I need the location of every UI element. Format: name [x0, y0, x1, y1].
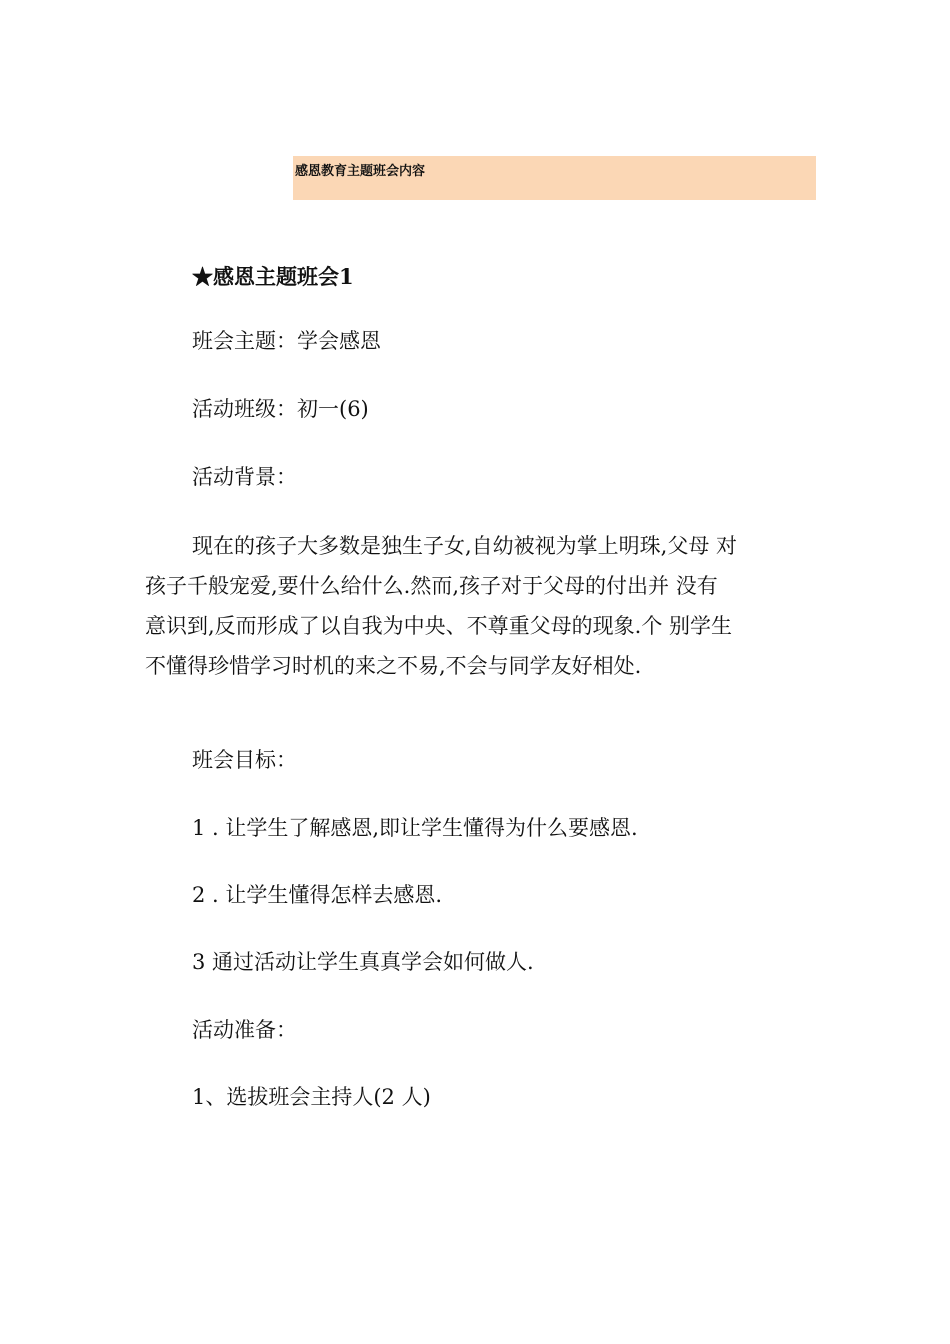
- goal-item: 2 . 让学生懂得怎样去感恩.: [192, 883, 443, 907]
- background-label: 活动背景：: [192, 465, 297, 489]
- prep-label: 活动准备：: [192, 1018, 297, 1042]
- goals-label: 班会目标：: [192, 748, 297, 772]
- class-theme: 班会主题：学会感恩: [192, 329, 381, 353]
- background-line: 孩子千般宠爱,要什么给什么.然而,孩子对于父母的付出并 没有: [145, 574, 718, 598]
- background-line: 现在的孩子大多数是独生子女,自幼被视为掌上明珠,父母 对: [192, 534, 738, 558]
- background-line: 意识到,反而形成了以自我为中央、不尊重父母的现象.个 别学生: [145, 614, 733, 638]
- prep-item: 1、选拔班会主持人(2 人): [192, 1085, 431, 1109]
- background-line: 不懂得珍惜学习时机的来之不易,不会与同学友好相处.: [145, 654, 642, 678]
- background-paragraph: [145, 526, 817, 686]
- goal-item: 1 . 让学生了解感恩,即让学生懂得为什么要感恩.: [192, 816, 638, 840]
- class-name: 活动班级：初一(6): [192, 397, 369, 421]
- section-heading: ★感恩主题班会1: [192, 264, 354, 289]
- goal-item: 3 通过活动让学生真真学会如何做人.: [192, 950, 534, 974]
- document-title: 感恩教育主题班会内容: [295, 164, 426, 179]
- header-band: [293, 156, 816, 200]
